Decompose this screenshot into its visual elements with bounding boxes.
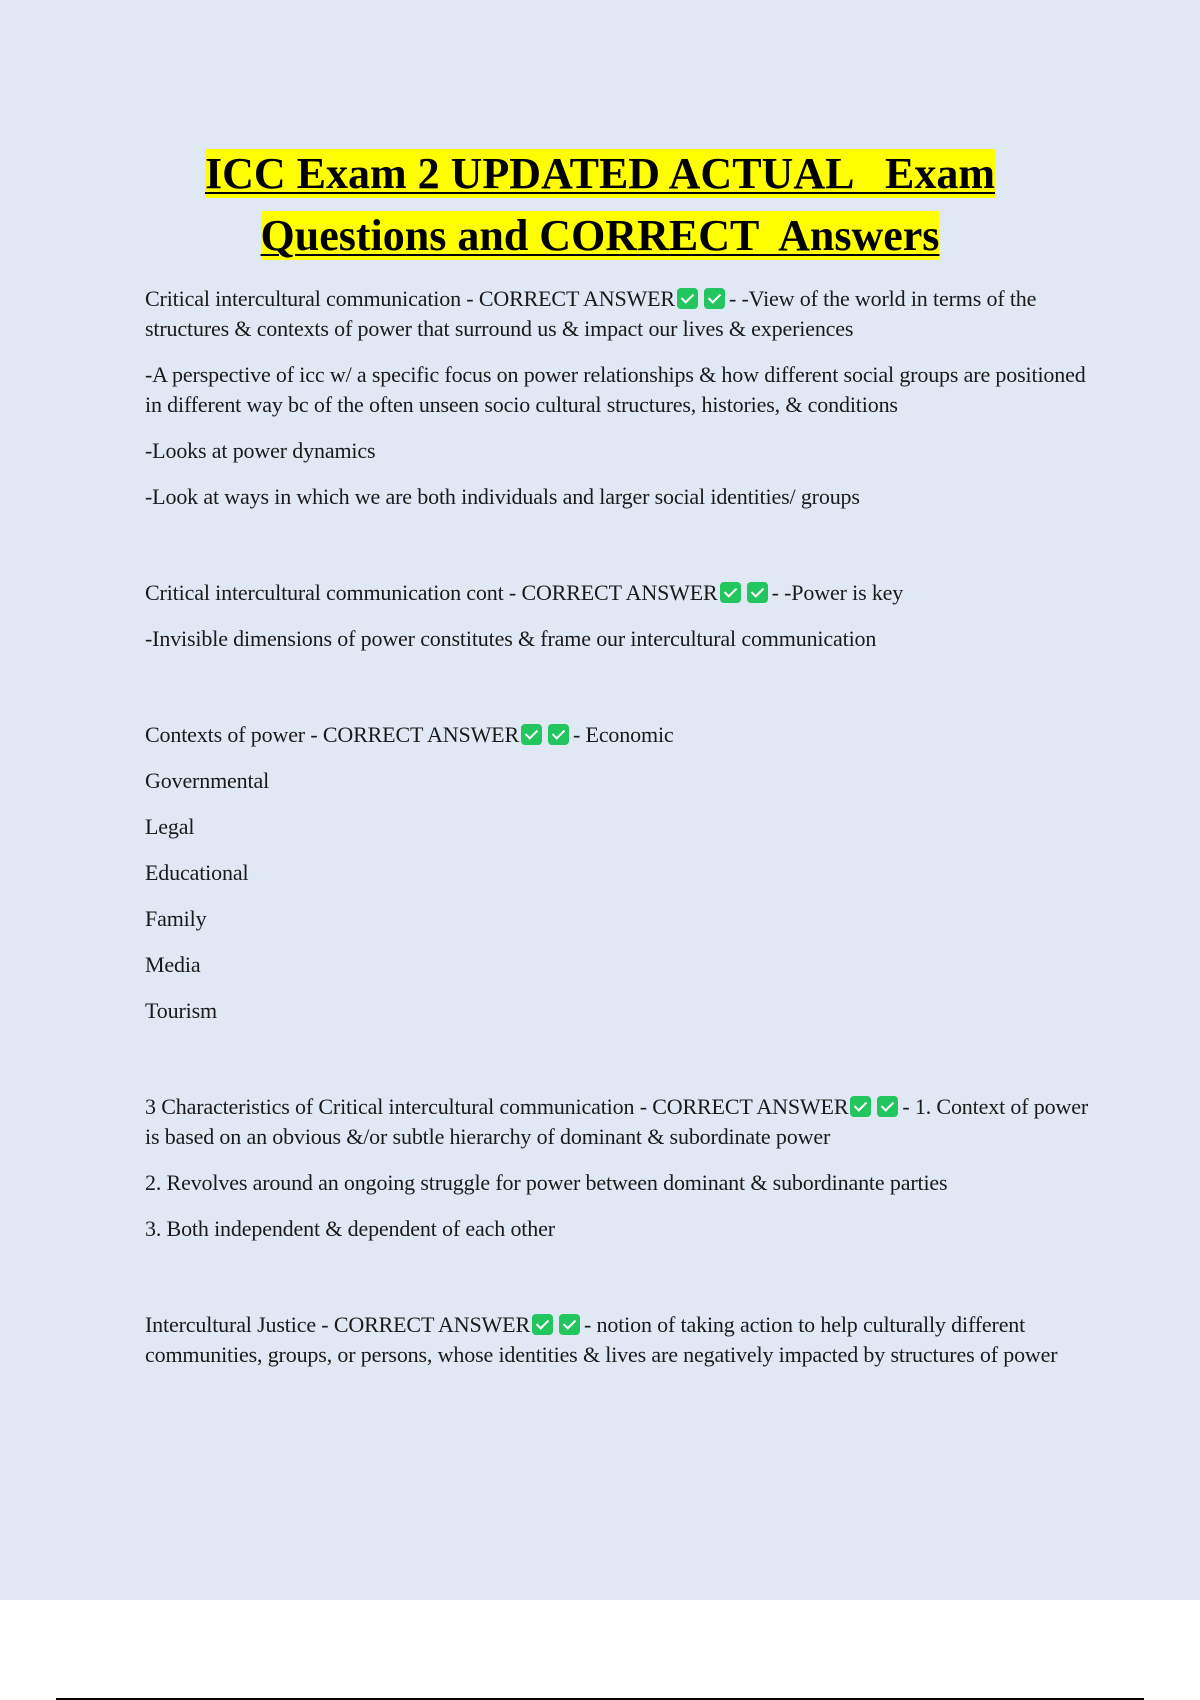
- qa-content: [145, 284, 1095, 1386]
- qa-answer-line: 2. Revolves around an ongoing struggle for power between dominant & subordinante parties: [145, 1170, 948, 1195]
- qa-answer-line: -Looks at power dynamics: [145, 438, 376, 463]
- check-box-icon: [747, 582, 768, 603]
- check-box-icon: [704, 288, 725, 309]
- qa-entry-critical-icc: [145, 284, 1095, 344]
- title-line-2: Questions and CORRECT Answers: [260, 211, 940, 260]
- document-title: [100, 143, 1100, 267]
- check-box-icon: [720, 582, 741, 603]
- qa-answer: - -Power is key: [771, 580, 904, 605]
- check-box-icon: [677, 288, 698, 309]
- qa-answer-line: 3. Both independent & dependent of each other: [145, 1216, 555, 1241]
- qa-term: Critical intercultural communication - CORRECT ANSWER: [145, 286, 675, 311]
- qa-entry-intercultural-justice: [145, 1310, 1095, 1370]
- qa-answer: - notion of taking action to help culturally different communities, groups, or persons, whose identities & lives are negatively impacted by structures of power: [145, 1312, 1058, 1367]
- qa-term: 3 Characteristics of Critical intercultural communication - CORRECT ANSWER: [145, 1094, 849, 1119]
- qa-answer-line: -Invisible dimensions of power constitutes & frame our intercultural communication: [145, 626, 877, 651]
- qa-answer: - 1. Context of power is based on an obvious &/or subtle hierarchy of dominant & subordinate power: [145, 1094, 1089, 1149]
- qa-answer-line: Family: [145, 906, 207, 931]
- qa-answer-line: -Look at ways in which we are both individuals and larger social identities/ groups: [145, 484, 860, 509]
- qa-answer-line: Educational: [145, 860, 249, 885]
- check-box-icon: [548, 724, 569, 745]
- qa-term: Contexts of power - CORRECT ANSWER: [145, 722, 519, 747]
- check-box-icon: [532, 1314, 553, 1335]
- qa-answer: - -View of the world in terms of the structures & contexts of power that surround us & impact our lives & experiences: [145, 286, 1037, 341]
- check-box-icon: [559, 1314, 580, 1335]
- qa-entry-3-characteristics: [145, 1092, 1095, 1152]
- title-line-1: ICC Exam 2 UPDATED ACTUAL Exam: [204, 149, 996, 198]
- check-box-icon: [521, 724, 542, 745]
- qa-answer-line: Legal: [145, 814, 195, 839]
- qa-entry-critical-icc-cont: [145, 578, 1095, 608]
- qa-answer-line: Media: [145, 952, 201, 977]
- check-box-icon: [850, 1096, 871, 1117]
- qa-answer-line: -A perspective of icc w/ a specific focus on power relationships & how different social groups are positioned in different way bc of the often unseen socio cultural structures, histories, & conditions: [145, 362, 1086, 417]
- qa-answer-line: Tourism: [145, 998, 217, 1023]
- qa-entry-contexts-of-power: [145, 720, 1095, 750]
- check-box-icon: [877, 1096, 898, 1117]
- qa-answer-line: Governmental: [145, 768, 270, 793]
- qa-term: Critical intercultural communication cont - CORRECT ANSWER: [145, 580, 718, 605]
- qa-answer: - Economic: [573, 722, 674, 747]
- qa-term: Intercultural Justice - CORRECT ANSWER: [145, 1312, 530, 1337]
